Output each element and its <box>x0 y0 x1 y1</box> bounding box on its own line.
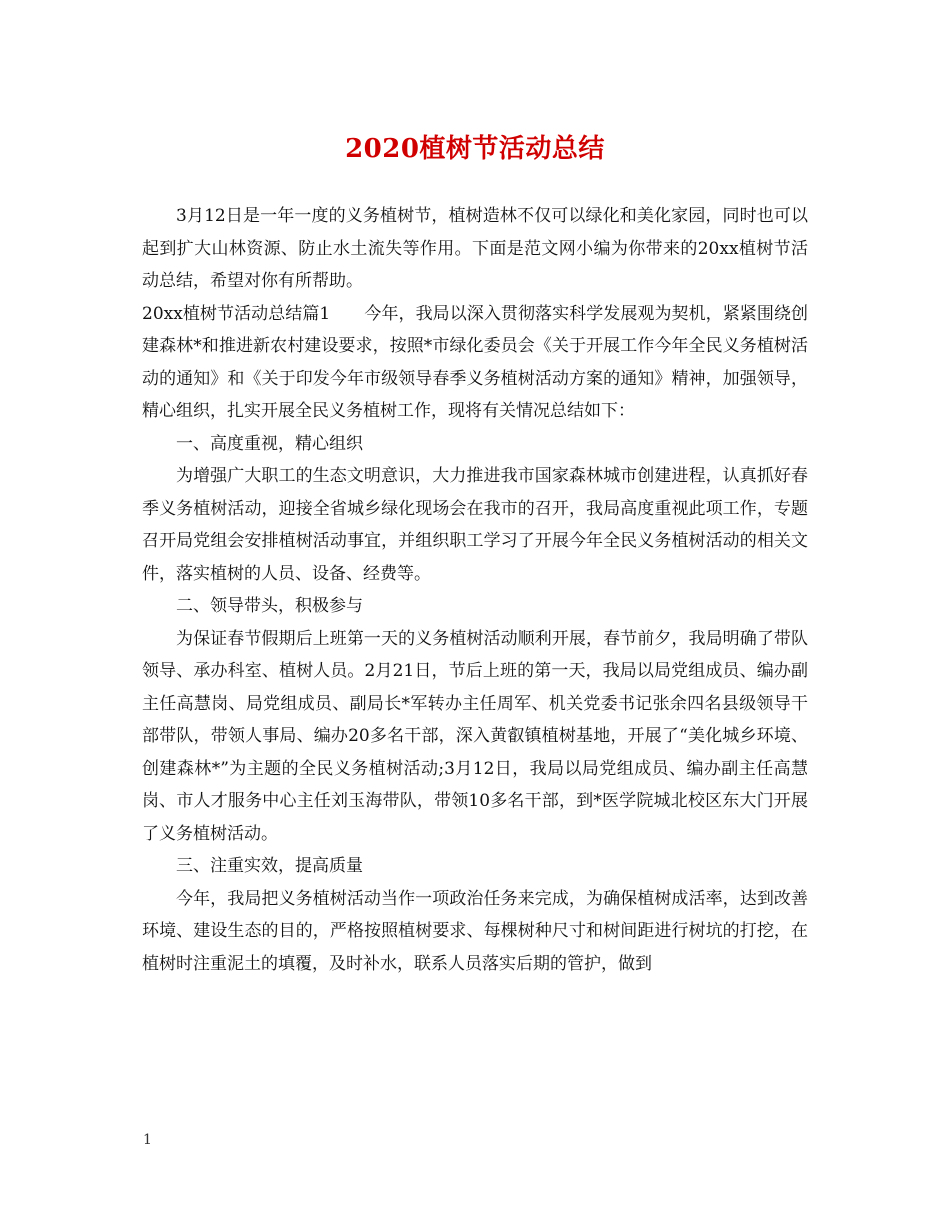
section-heading-3: 三、注重实效，提高质量 <box>176 856 363 876</box>
page-number: 1 <box>143 1132 152 1148</box>
section-heading-2: 二、领导带头，积极参与 <box>176 596 363 616</box>
document-title: 2020植树节活动总结 <box>345 134 605 164</box>
document-body <box>142 200 808 980</box>
paragraph-section-3: 今年，我局把义务植树活动当作一项政治任务来完成，为确保植树成活率，达到改善环境、建设生态的目的，严格按照植树要求、每棵树种尺寸和树间距进行树坑的打挖，在植树时注重泥土的填覆，及时补水，联系人员落实后期的管护，做到 <box>142 888 808 974</box>
paragraph-intro: 3月12日是一年一度的义务植树节，植树造林不仅可以绿化和美化家园，同时也可以起到扩大山林资源、防止水土流失等作用。下面是范文网小编为你带来的20xx植树节活动总结，希望对你有所帮助。 <box>142 206 808 291</box>
paragraph-part-1: 20xx植树节活动总结篇1 今年，我局以深入贯彻落实科学发展观为契机，紧紧围绕创建森林*和推进新农村建设要求，按照*市绿化委员会《关于开展工作今年全民义务植树活动的通知》和《关于印发今年市级领导春季义务植树活动方案的通知》精神，加强领导，精心组织，扎实开展全民义务植树工作，现将有关情况总结如下： <box>142 303 808 421</box>
paragraph-section-2: 为保证春节假期后上班第一天的义务植树活动顺利开展，春节前夕，我局明确了带队领导、承办科室、植树人员。2月21日，节后上班的第一天，我局以局党组成员、编办副主任高慧岗、局党组成员、副局长*军转办主任周军、机关党委书记张余四名县级领导干部带队，带领人事局、编办20多名干部，深入黄叡镇植树基地，开展了“美化城乡环境、创建森林*”为主题的全民义务植树活动;3月12日，我局以局党组成员、编办副主任高慧岗、市人才服务中心主任刘玉海带队，带领10多名干部，到*医学院城北校区东大门开展了义务植树活动。 <box>142 628 808 844</box>
paragraph-section-1: 为增强广大职工的生态文明意识，大力推进我市国家森林城市创建进程，认真抓好春季义务植树活动，迎接全省城乡绿化现场会在我市的召开，我局高度重视此项工作，专题召开局党组会安排植树活动事宜，并组织职工学习了开展今年全民义务植树活动的相关文件，落实植树的人员、设备、经费等。 <box>142 466 808 584</box>
section-heading-1: 一、高度重视，精心组织 <box>176 433 363 454</box>
